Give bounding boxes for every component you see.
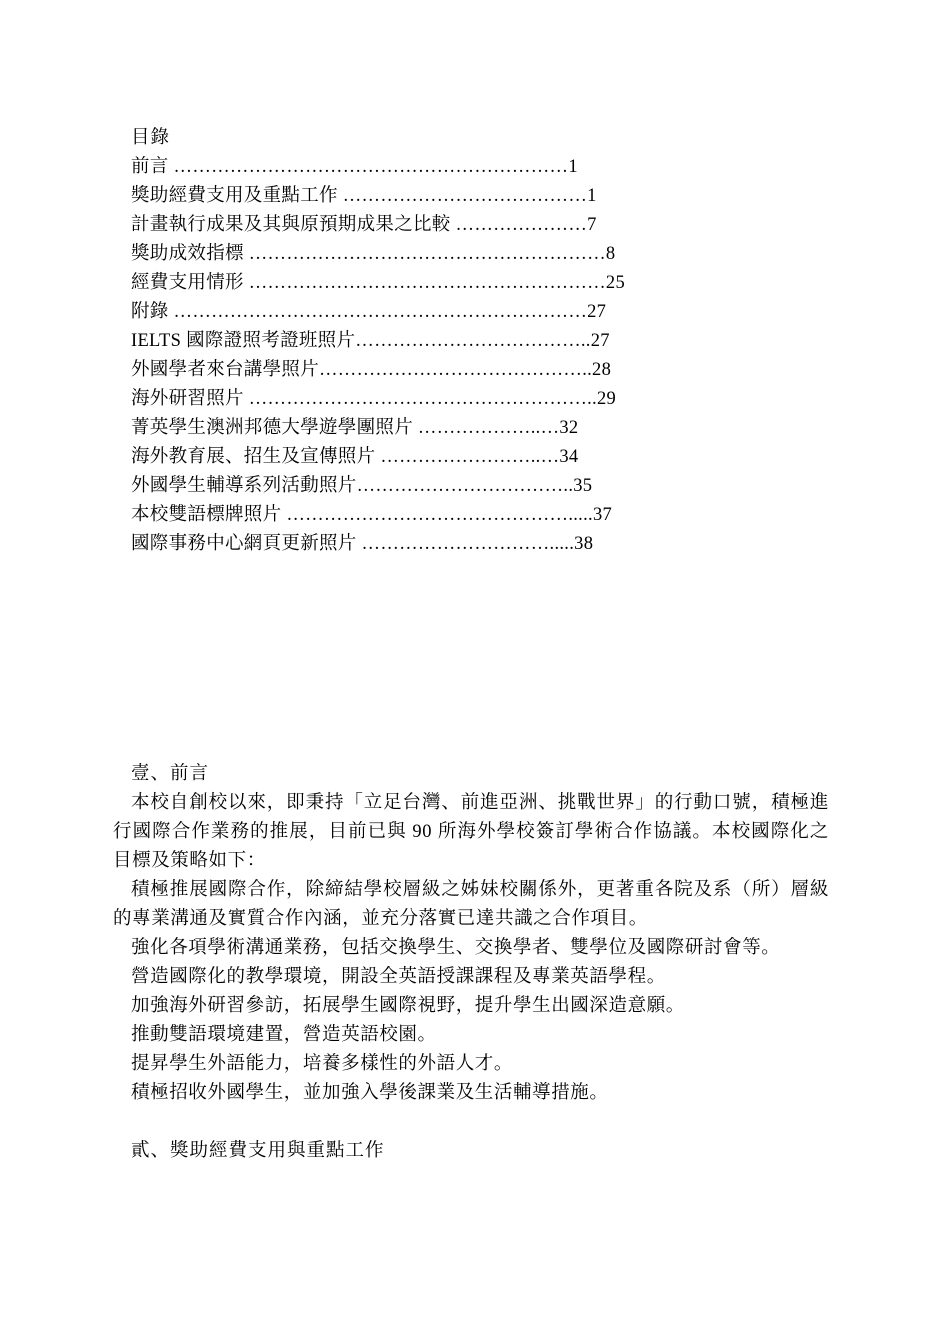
toc-entry: 外國學生輔導系列活動照片……………………………..35 xyxy=(131,476,593,496)
paragraph: 強化各項學術溝通業務，包括交換學生、交換學者、雙學位及國際研討會等。 xyxy=(131,938,781,958)
toc-entry: 菁英學生澳洲邦德大學遊學團照片 ………………..…32 xyxy=(131,418,579,438)
toc-entry: 外國學者來台講學照片……………………………………..28 xyxy=(131,360,612,380)
toc-entry: 本校雙語標牌照片 ……………………………………….....37 xyxy=(131,505,613,525)
toc-entry: 前言 ………………………………………………………1 xyxy=(131,157,578,177)
toc-entry: 計畫執行成果及其與原預期成果之比較 …………………7 xyxy=(131,215,597,235)
paragraph: 加強海外研習參訪，拓展學生國際視野，提升學生出國深造意願。 xyxy=(131,996,685,1016)
paragraph: 推動雙語環境建置，營造英語校園。 xyxy=(131,1025,437,1045)
toc-entry: 經費支用情形 …………………………………………………25 xyxy=(131,273,626,293)
blank-line xyxy=(113,1108,829,1137)
toc-entry: 海外研習照片 ………………………………………………..29 xyxy=(131,389,617,409)
document-body xyxy=(113,760,829,1166)
toc-entry: 海外教育展、招生及宣傳照片 ……………………..…34 xyxy=(131,447,579,467)
paragraph: 積極推展國際合作，除締結學校層級之姊妹校關係外，更著重各院及系（所）層級的專業溝通及實質合作內涵，並充分落實已達共識之合作項目。 xyxy=(113,880,829,929)
toc-entry: 附錄 …………………………………………………………27 xyxy=(131,302,607,322)
section-heading-funding: 貳、獎助經費支用與重點工作 xyxy=(131,1141,385,1161)
toc-entry: 獎助成效指標 …………………………………………………8 xyxy=(131,244,616,264)
toc-entry: 獎助經費支用及重點工作 …………………………………1 xyxy=(131,186,597,206)
section-heading-preface: 壹、前言 xyxy=(131,764,210,784)
toc-title: 目錄 xyxy=(131,128,171,148)
paragraph: 本校自創校以來，即秉持「立足台灣、前進亞洲、挑戰世界」的行動口號，積極進行國際合作業務的推展，目前已與 90 所海外學校簽訂學術合作協議。本校國際化之目標及策略如下： xyxy=(113,793,829,871)
paragraph: 提昇學生外語能力，培養多樣性的外語人才。 xyxy=(131,1054,514,1074)
toc-entry: 國際事務中心網頁更新照片 ………………………….....38 xyxy=(131,534,594,554)
table-of-contents xyxy=(131,124,751,559)
paragraph: 營造國際化的教學環境，開設全英語授課課程及專業英語學程。 xyxy=(131,967,666,987)
paragraph: 積極招收外國學生，並加強入學後課業及生活輔導措施。 xyxy=(131,1083,609,1103)
toc-entry: IELTS 國際證照考證班照片………………………………..27 xyxy=(131,331,610,351)
